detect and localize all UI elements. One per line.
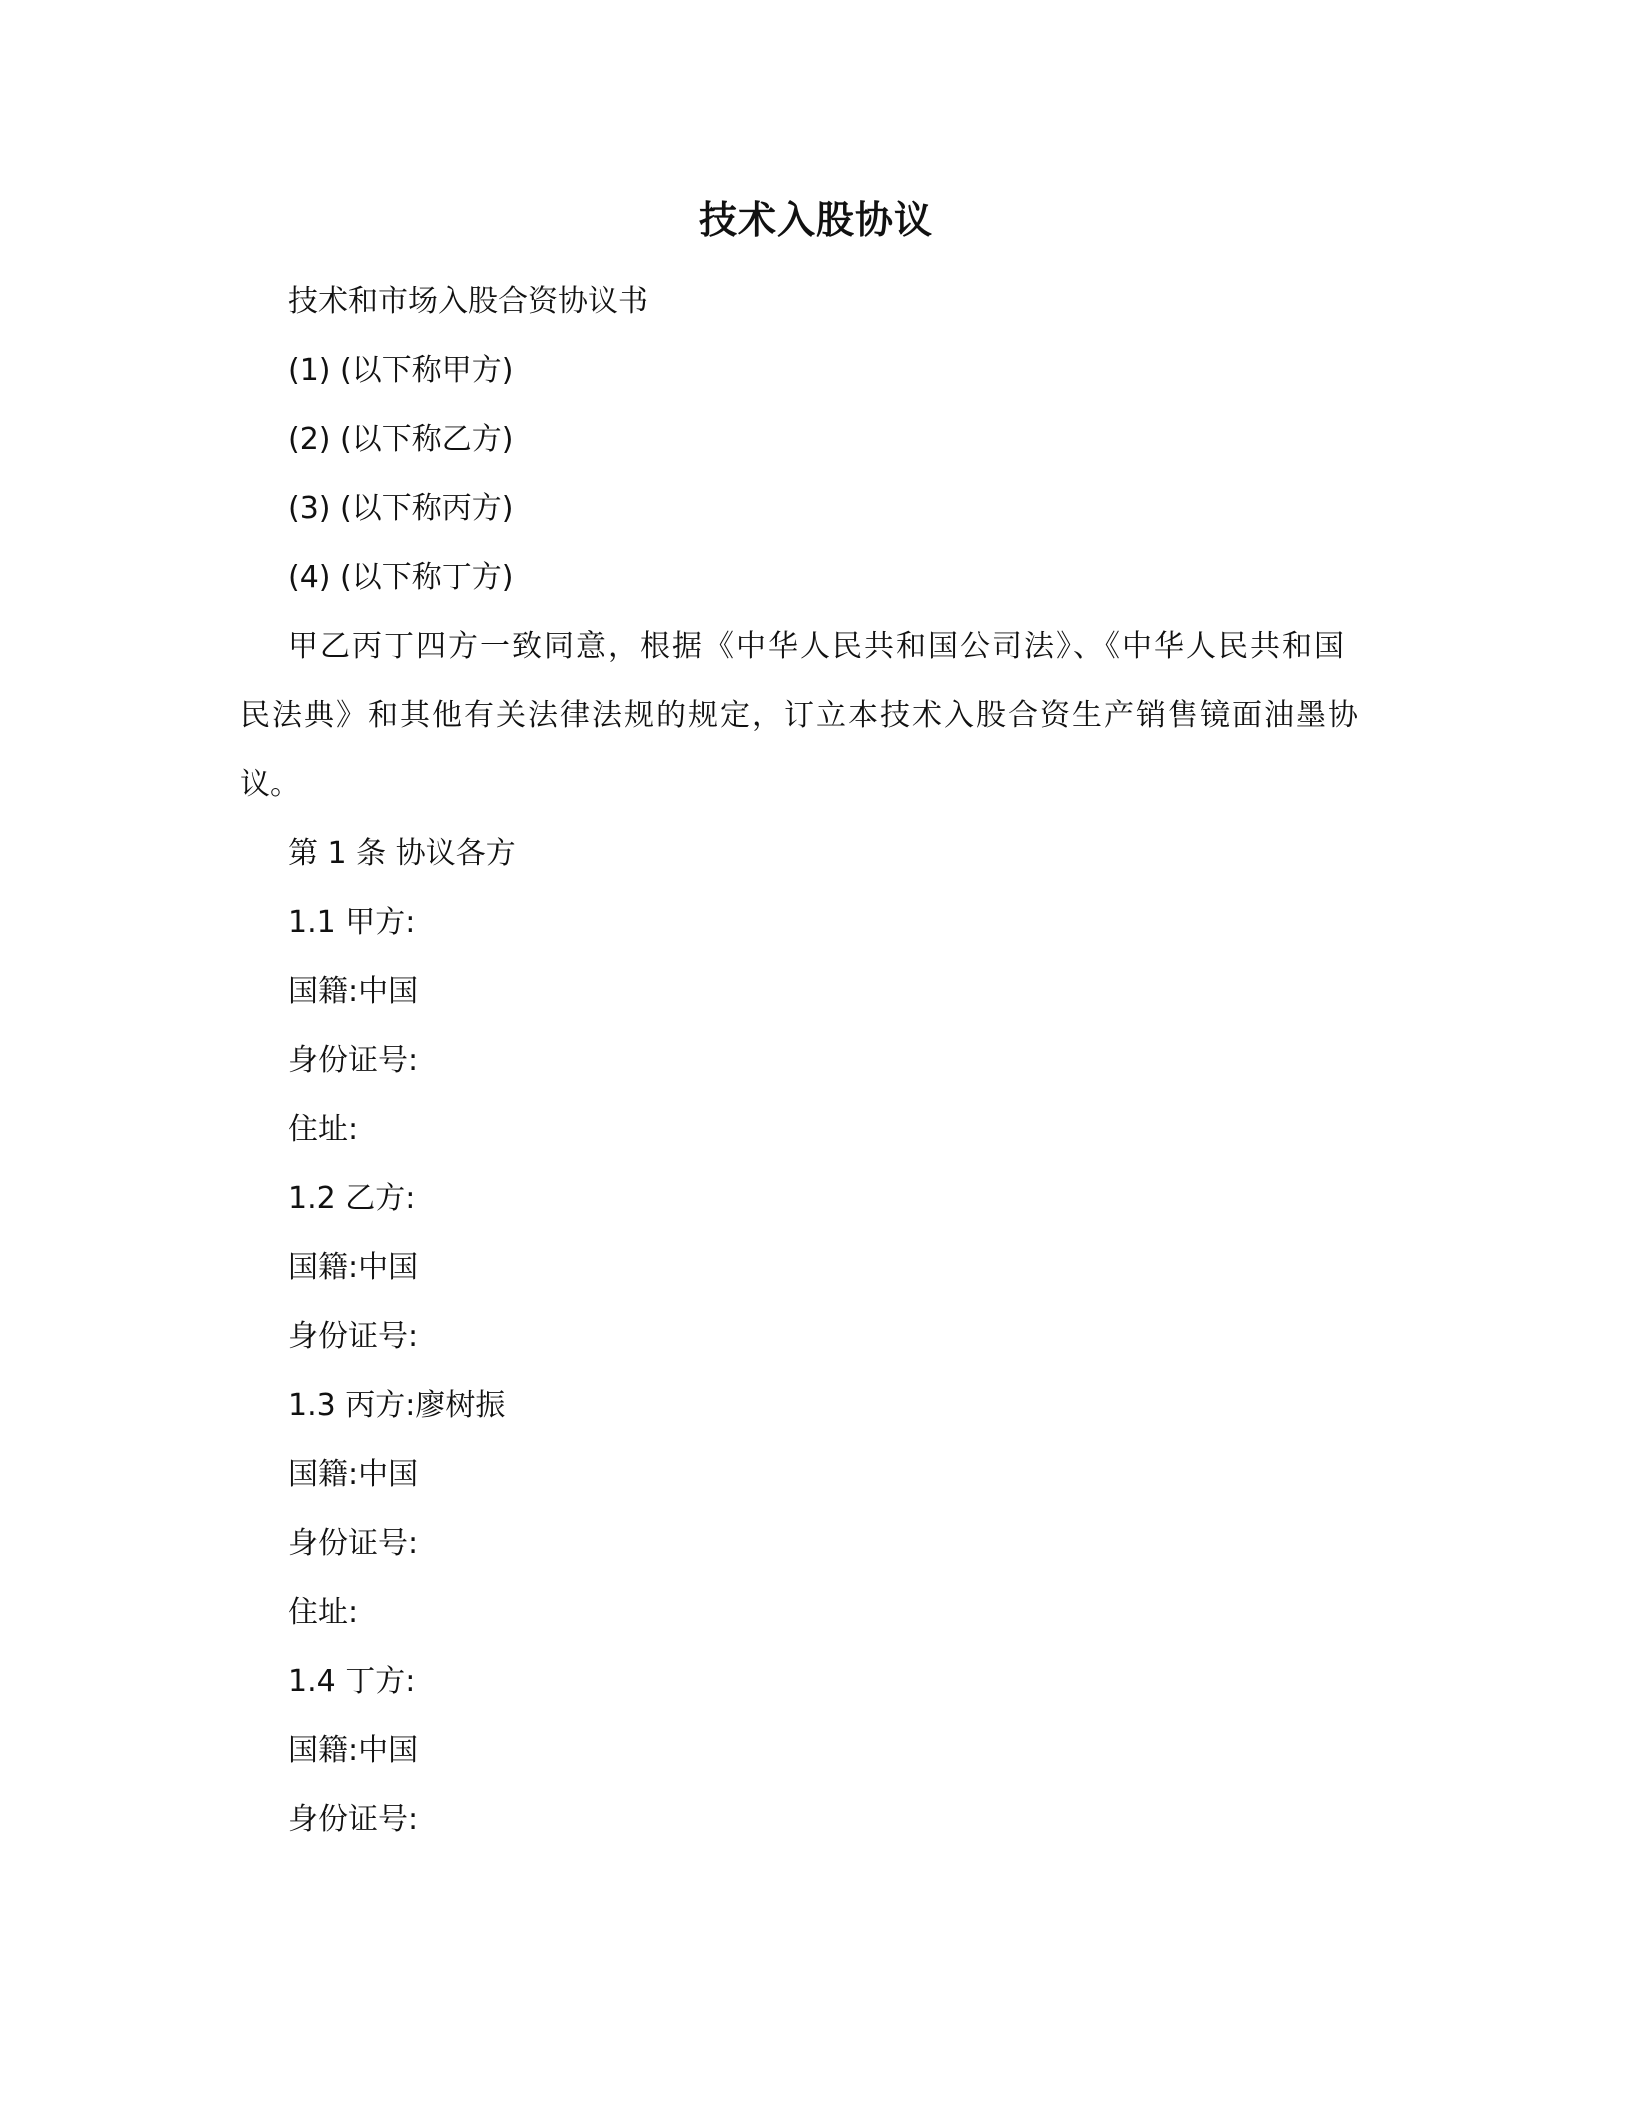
party-d-nationality: 国籍:中国 bbox=[288, 1733, 419, 1768]
party-a-id-number: 身份证号: bbox=[288, 1043, 419, 1078]
preamble-line-3: 议。 bbox=[240, 767, 300, 802]
party-b-nationality: 国籍:中国 bbox=[288, 1250, 419, 1285]
party-intro-2: (2) (以下称乙方) bbox=[288, 422, 514, 457]
party-c-address: 住址: bbox=[288, 1595, 359, 1630]
party-b-id-number: 身份证号: bbox=[288, 1319, 419, 1354]
party-d-label: 1.4 丁方: bbox=[288, 1664, 416, 1699]
document-subtitle: 技术和市场入股合资协议书 bbox=[288, 284, 648, 319]
document-title: 技术入股协议 bbox=[698, 198, 933, 242]
party-d-id-number: 身份证号: bbox=[288, 1802, 419, 1837]
preamble-line-1: 甲乙丙丁四方一致同意，根据《中华人民共和国公司法》、《中华人民共和国 bbox=[288, 629, 1346, 664]
party-a-address: 住址: bbox=[288, 1112, 359, 1147]
party-b-label: 1.2 乙方: bbox=[288, 1181, 416, 1216]
party-c-nationality: 国籍:中国 bbox=[288, 1457, 419, 1492]
party-a-label: 1.1 甲方: bbox=[288, 905, 416, 940]
preamble-line-2: 民法典》和其他有关法律法规的规定，订立本技术入股合资生产销售镜面油墨协 bbox=[240, 698, 1360, 733]
party-c-id-number: 身份证号: bbox=[288, 1526, 419, 1561]
party-intro-1: (1) (以下称甲方) bbox=[288, 353, 514, 388]
party-intro-3: (3) (以下称丙方) bbox=[288, 491, 514, 526]
party-intro-4: (4) (以下称丁方) bbox=[288, 560, 514, 595]
party-c-label: 1.3 丙方:廖树振 bbox=[288, 1388, 506, 1423]
article-1-heading: 第 1 条 协议各方 bbox=[288, 836, 516, 871]
party-a-nationality: 国籍:中国 bbox=[288, 974, 419, 1009]
